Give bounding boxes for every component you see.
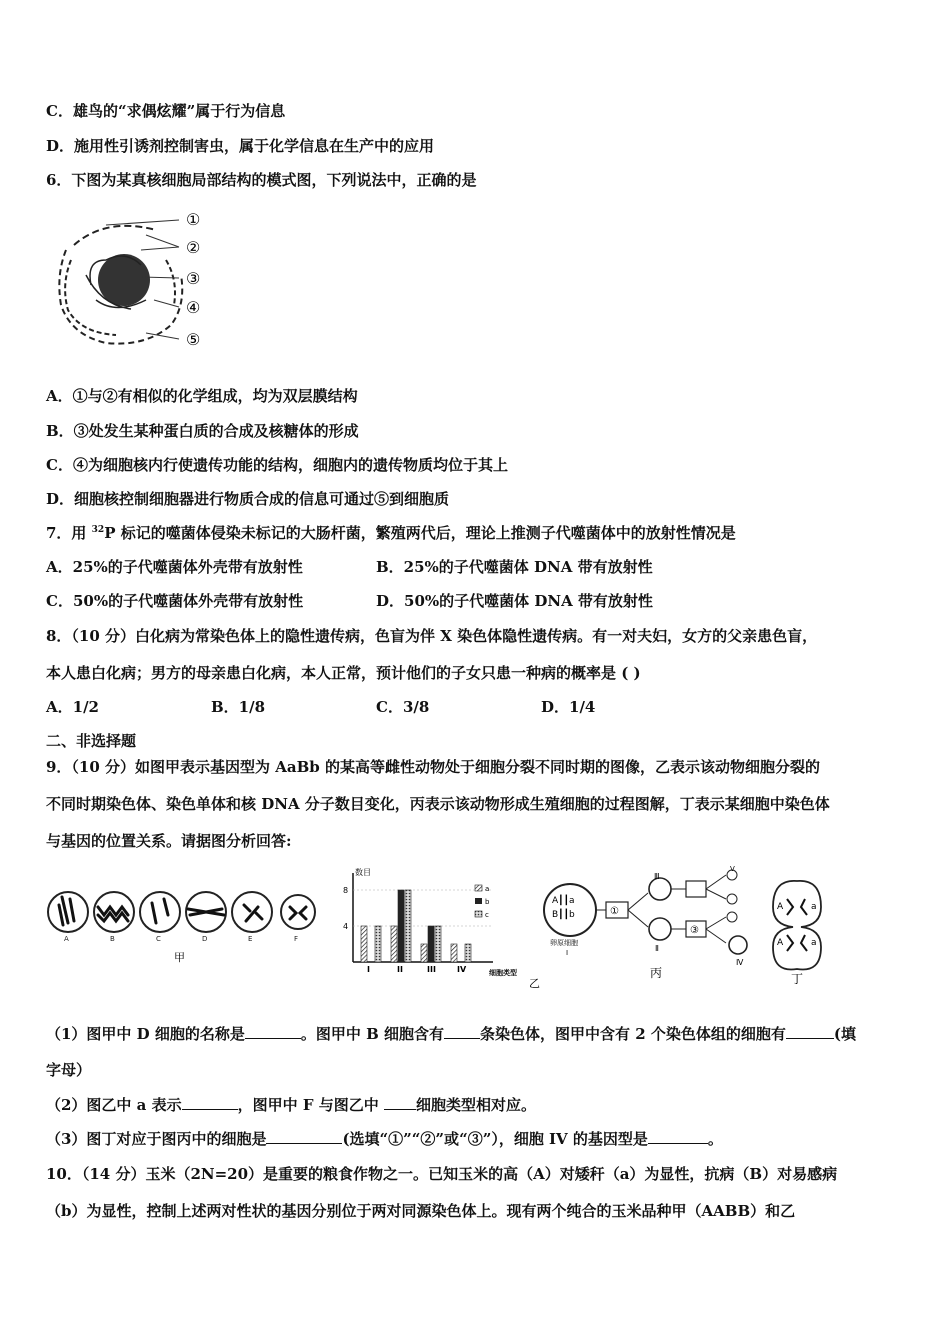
q8-option-a: A．1/2: [46, 698, 99, 716]
q9-sub3-a: （3）图丁对应于图丙中的细胞是: [46, 1130, 267, 1148]
yi-ylabel: 数目: [355, 868, 371, 877]
bar-b-III: [428, 926, 434, 962]
fig-label-5: ⑤: [186, 330, 201, 349]
yi-legend-swatch-c: [475, 911, 482, 917]
yi-legend-c: c: [485, 911, 489, 919]
q6-option-a: A．①与②有相似的化学组成，均为双层膜结构: [46, 387, 358, 405]
yi-xtick-III: III: [427, 965, 436, 974]
q7-stem-pre: 7．用: [46, 524, 92, 542]
q5-option-d: D．施用性引诱剂控制害虫，属于化学信息在生产中的应用: [46, 137, 435, 155]
q10-line-2: （b）为显性，控制上述两对性状的基因分别位于两对同源染色体上。现有两个纯合的玉米品种甲（AABB）和乙: [46, 1202, 796, 1220]
yi-xtick-II: II: [397, 965, 403, 974]
bing-num-5: V: [730, 865, 735, 873]
q7-option-c: C．50%的子代噬菌体外壳带有放射性: [46, 592, 304, 610]
q6-cell-figure: [46, 205, 216, 355]
ding-gene-3: a: [811, 902, 817, 912]
fig-bing: [540, 865, 755, 990]
q9-sub2-a: （2）图乙中 a 表示: [46, 1096, 182, 1114]
bar-a-IV: [451, 944, 457, 962]
q9-sub1: [46, 1024, 856, 1044]
yi-ytick-4: 4: [343, 922, 349, 931]
q9-sub1-d: (填: [833, 1025, 857, 1043]
ding-gene-2: A: [777, 938, 784, 948]
q9-line-2: 不同时期染色体、染色单体和核 DNA 分子数目变化，丙表示该动物形成生殖细胞的过程图解，丁表示某细胞中染色体: [46, 795, 830, 813]
q6-option-b: B．③处发生某种蛋白质的合成及核糖体的形成: [46, 422, 359, 440]
bing-step-3: ③: [690, 925, 699, 936]
bing-num-1: Ⅰ: [566, 949, 569, 957]
q9-sub2-c: 细胞类型相对应。: [415, 1096, 536, 1114]
jia-cell-label-a: A: [64, 935, 69, 943]
bing-num-3: Ⅲ: [654, 872, 660, 881]
q7-option-a: A．25%的子代噬菌体外壳带有放射性: [46, 558, 303, 576]
answer-blank[interactable]: [182, 1095, 238, 1110]
q7-option-b: B．25%的子代噬菌体 DNA 带有放射性: [376, 558, 653, 576]
jia-cell-label-d: D: [202, 935, 208, 943]
yi-ytick-8: 8: [343, 886, 349, 895]
fig-yi-chart: [333, 865, 538, 990]
q9-sub2-b: ，图甲中 F 与图乙中: [237, 1096, 384, 1114]
q8-line-2: 本人患白化病；男方的母亲患白化病，本人正常，预计他们的子女只患一种病的概率是 ( ): [46, 664, 641, 682]
jia-cell-label-f: F: [294, 935, 299, 943]
q6-stem: 6．下图为某真核细胞局部结构的模式图，下列说法中，正确的是: [46, 171, 477, 189]
bing-genes-bottom: B┃┃b: [552, 910, 575, 920]
answer-blank[interactable]: [786, 1024, 834, 1039]
q8-option-d: D．1/4: [541, 698, 596, 716]
nucleolus-shape: [98, 254, 150, 306]
bar-a-I: [361, 926, 367, 962]
answer-blank[interactable]: [648, 1129, 708, 1144]
q9-sub3-b: (选填“①”“②”或“③”），细胞 IV 的基因型是: [342, 1130, 648, 1148]
q9-sub2: [46, 1095, 536, 1115]
q7-stem: [46, 523, 736, 543]
bing-num-2: Ⅱ: [655, 944, 659, 953]
q9-sub1-b: 。图甲中 B 细胞含有: [300, 1025, 445, 1043]
bing-start-label: 卵原细胞: [550, 939, 578, 947]
q9-sub1-a: （1）图甲中 D 细胞的名称是: [46, 1025, 245, 1043]
q7-stem-sup: 32: [91, 525, 105, 535]
answer-blank[interactable]: [266, 1129, 342, 1144]
answer-blank[interactable]: [245, 1024, 301, 1039]
bar-b-II: [398, 890, 404, 962]
q9-line-3: 与基因的位置关系。请据图分析回答:: [46, 832, 292, 850]
ding-gene-4: a: [811, 938, 817, 948]
bing-num-4: Ⅳ: [736, 958, 744, 967]
yi-xlabel: 细胞类型: [489, 969, 517, 977]
yi-legend-swatch-b: [475, 898, 482, 904]
jia-cell-label-e: E: [248, 935, 253, 943]
yi-legend-a: a: [485, 885, 490, 893]
q5-option-c: C．雄鸟的“求偶炫耀”属于行为信息: [46, 102, 286, 120]
q7-option-d: D．50%的子代噬菌体 DNA 带有放射性: [376, 592, 653, 610]
bar-c-III: [435, 926, 441, 962]
fig-label-1: ①: [186, 210, 201, 229]
yi-legend-b: b: [485, 898, 490, 906]
q10-line-1: 10．（14 分）玉米（2N=20）是重要的粮食作物之一。已知玉米的高（A）对矮秆（a）为显性，抗病（B）对易感病: [46, 1165, 838, 1183]
bar-a-II: [391, 926, 397, 962]
ding-gene-1: A: [777, 902, 784, 912]
q6-option-d: D．细胞核控制细胞器进行物质合成的信息可通过⑤到细胞质: [46, 490, 450, 508]
section-heading: 二、非选择题: [46, 732, 137, 750]
yi-xtick-I: I: [367, 965, 370, 974]
q6-option-c: C．④为细胞核内行使遗传功能的结构，细胞内的遗传物质均位于其上: [46, 456, 508, 474]
bar-c-IV: [465, 944, 471, 962]
jia-cell-label-c: C: [156, 935, 161, 943]
q8-option-b: B．1/8: [211, 698, 266, 716]
yi-caption: 乙: [529, 977, 540, 990]
bar-a-III: [421, 944, 427, 962]
q9-sub1-cont: 字母）: [46, 1061, 92, 1079]
fig-label-4: ④: [186, 298, 201, 317]
yi-xtick-IV: IV: [457, 965, 467, 974]
bing-caption: 丙: [650, 966, 663, 980]
q9-sub3-c: 。: [707, 1130, 723, 1148]
q9-line-1: 9．（10 分）如图甲表示基因型为 AaBb 的某高等雌性动物处于细胞分裂不同时期的图像，乙表示该动物细胞分裂的: [46, 758, 821, 776]
q9-sub3: [46, 1129, 723, 1149]
answer-blank[interactable]: [444, 1024, 480, 1039]
bar-c-II: [405, 890, 411, 962]
jia-caption: 甲: [174, 951, 185, 964]
ding-caption: 丁: [791, 972, 804, 986]
fig-ding: [765, 865, 830, 990]
q8-option-c: C．3/8: [376, 698, 430, 716]
q9-sub1-c: 条染色体，图甲中含有 2 个染色体组的细胞有: [480, 1025, 786, 1043]
fig-jia: [46, 885, 316, 965]
bar-c-I: [375, 926, 381, 962]
fig-label-3: ③: [186, 269, 201, 288]
bing-genes-top: A┃┃a: [552, 896, 575, 906]
jia-cell-label-b: B: [110, 935, 115, 943]
fig-label-2: ②: [186, 238, 201, 257]
yi-legend-swatch-a: [475, 885, 482, 891]
q8-line-1: 8．（10 分）白化病为常染色体上的隐性遗传病，色盲为伴 X 染色体隐性遗传病。有一对夫妇，女方的父亲患色盲，: [46, 627, 818, 645]
q7-stem-post: P 标记的噬菌体侵染未标记的大肠杆菌，繁殖两代后，理论上推测子代噬菌体中的放射性情况是: [104, 524, 736, 542]
bing-step-1: ①: [610, 906, 619, 917]
answer-blank[interactable]: [384, 1095, 416, 1110]
